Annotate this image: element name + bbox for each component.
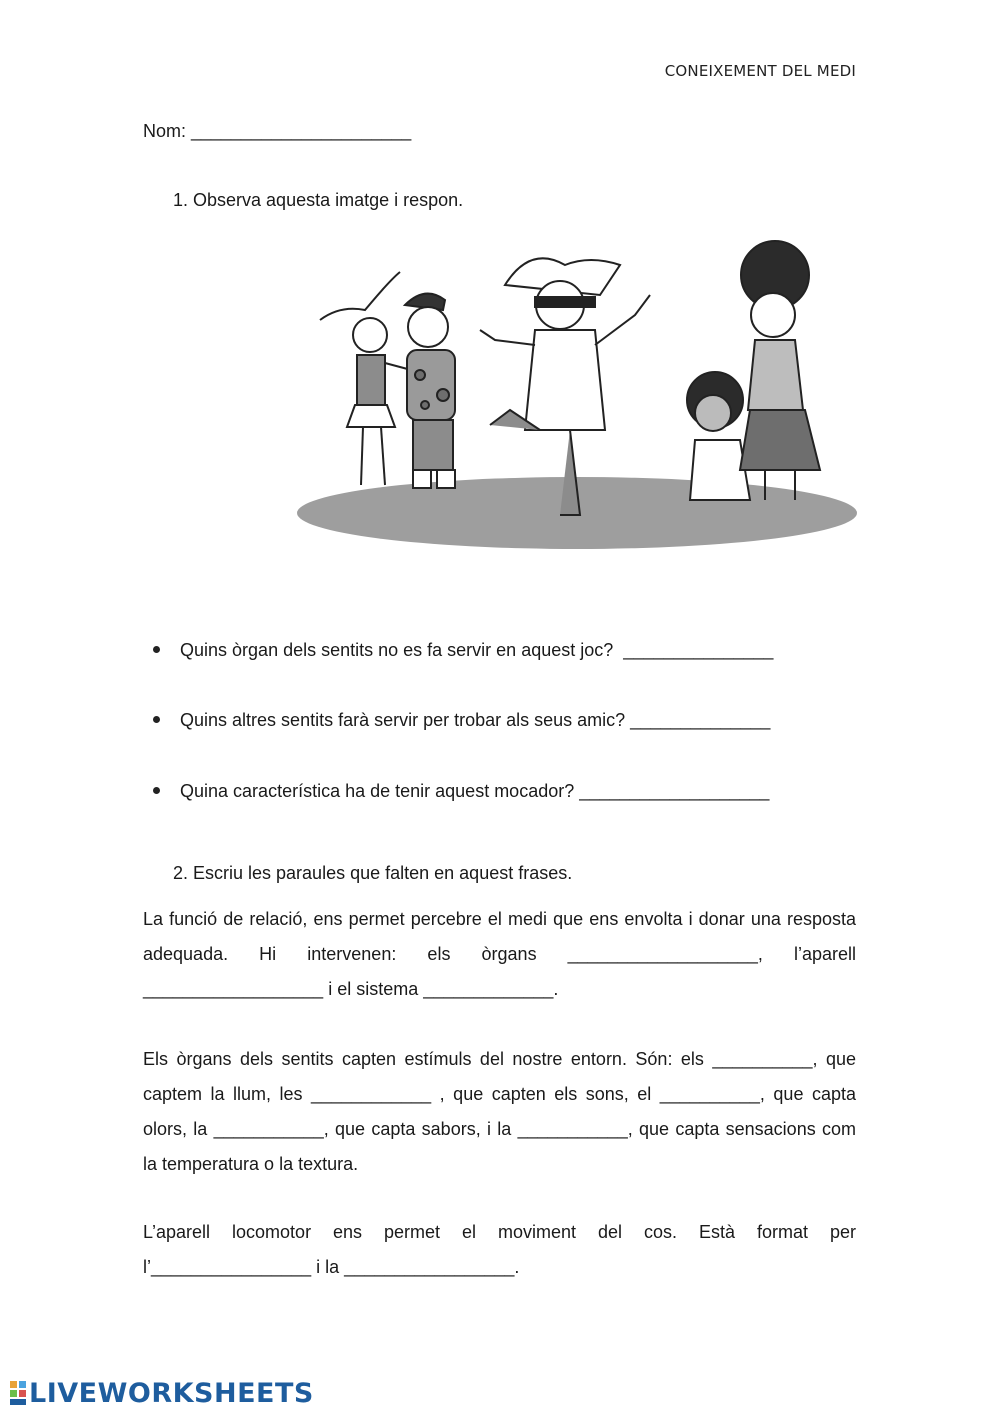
brand-logo: [10, 1378, 314, 1409]
paragraph-funcio-relacio[interactable]: La funció de relació, ens permet percebre el medi que ens envolta i donar una resposta adequada. Hi intervenen: els òrgans ___________________, l’aparell __________________ i el sistema _____________.: [143, 909, 856, 999]
question-text: Quins altres sentits farà servir per trobar als seus amic? ______________: [180, 710, 771, 730]
name-field[interactable]: Nom: ______________________: [143, 121, 412, 141]
bullet-icon: [153, 646, 160, 653]
boy-figure: [405, 294, 455, 488]
curly-child-figure: [687, 372, 750, 500]
exercise-1-title: 1. Observa aquesta imatge i respon.: [173, 190, 464, 210]
liveworksheets-logo-icon: [10, 1381, 26, 1405]
question-text: Quins òrgan dels sentits no es fa servir en aquest joc? _______________: [180, 640, 774, 660]
question-text: Quina característica ha de tenir aquest mocador? ___________________: [180, 781, 770, 801]
paragraph-organs-sentits[interactable]: Els òrgans dels sentits capten estímuls del nostre entorn. Són: els __________, que captem la llum, les ____________ , que capten els sons, el __________, que capta olors, la ___________, que capta sabors, i la ___________, que capta sensacions com la temperatura o la textura.: [143, 1049, 856, 1174]
question-1c[interactable]: [143, 760, 769, 802]
question-1b[interactable]: [143, 689, 770, 731]
girl-braids-figure: [320, 272, 415, 485]
question-1a[interactable]: [143, 619, 773, 661]
paragraph-aparell-locomotor[interactable]: L’aparell locomotor ens permet el moviment del cos. Està format per l’________________ i la _________________.: [143, 1222, 856, 1277]
blindfolded-girl-figure: [480, 258, 650, 515]
bullet-icon: [153, 716, 160, 723]
bullet-icon: [153, 787, 160, 794]
tall-girl-figure: [740, 241, 820, 500]
subject-header: CONEIXEMENT DEL MEDI: [664, 62, 856, 80]
brand-name: LIVEWORKSHEETS: [29, 1378, 314, 1409]
children-game-illustration: [295, 235, 865, 555]
exercise-2-title: 2. Escriu les paraules que falten en aquest frases.: [173, 863, 573, 883]
